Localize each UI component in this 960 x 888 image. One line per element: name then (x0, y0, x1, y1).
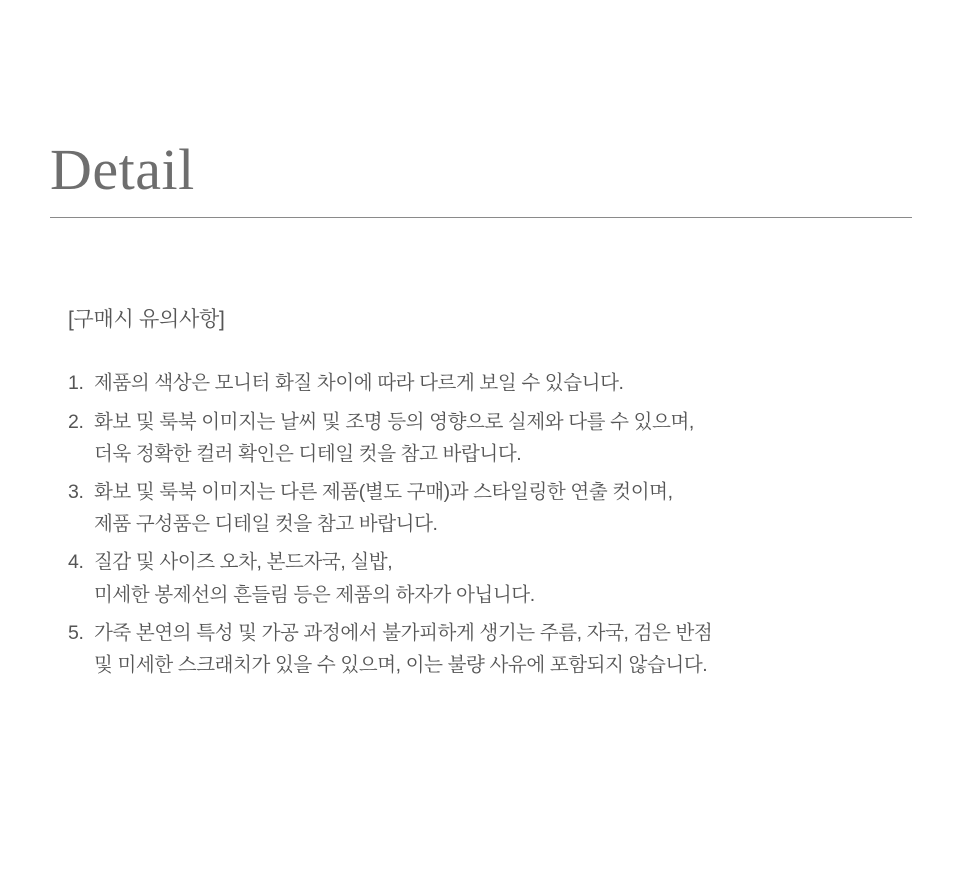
list-item-line: 화보 및 룩북 이미지는 다른 제품(별도 구매)과 스타일링한 연출 컷이며, (94, 481, 673, 504)
list-item-line: 더욱 정확한 컬러 확인은 디테일 컷을 참고 바랍니다. (94, 442, 522, 465)
list-item (68, 368, 928, 398)
list-item-number: 1. (68, 372, 84, 395)
list-item (68, 618, 928, 680)
list-item-number: 3. (68, 481, 84, 504)
list-item (68, 407, 928, 469)
purchase-notice (68, 305, 928, 688)
list-item-line: 제품 구성품은 디테일 컷을 참고 바랍니다. (94, 513, 438, 536)
notice-heading: [구매시 유의사항] (68, 308, 225, 331)
list-item-line: 질감 및 사이즈 오차, 본드자국, 실밥, (94, 551, 393, 574)
list-item-text (94, 368, 928, 398)
list-item-number: 2. (68, 410, 84, 433)
list-item-line: 화보 및 룩북 이미지는 날씨 및 조명 등의 영향으로 실제와 다를 수 있으며, (94, 410, 694, 433)
page-title: Detail (50, 137, 195, 202)
list-item-text (94, 477, 928, 539)
list-item-line: 및 미세한 스크래치가 있을 수 있으며, 이는 불량 사유에 포함되지 않습니다. (94, 654, 708, 677)
list-item-number: 4. (68, 551, 84, 574)
list-item-line: 미세한 봉제선의 흔들림 등은 제품의 하자가 아닙니다. (94, 583, 535, 606)
list-item-line: 가죽 본연의 특성 및 가공 과정에서 불가피하게 생기는 주름, 자국, 검은 반점 (94, 621, 713, 644)
list-item (68, 547, 928, 609)
list-item-text (94, 407, 928, 469)
list-item-text (94, 547, 928, 609)
section-header (50, 137, 912, 218)
notice-list (68, 368, 928, 680)
header-divider (50, 217, 912, 218)
list-item-line: 제품의 색상은 모니터 화질 차이에 따라 다르게 보일 수 있습니다. (94, 372, 624, 395)
list-item-text (94, 618, 928, 680)
list-item-number: 5. (68, 621, 84, 644)
list-item (68, 477, 928, 539)
